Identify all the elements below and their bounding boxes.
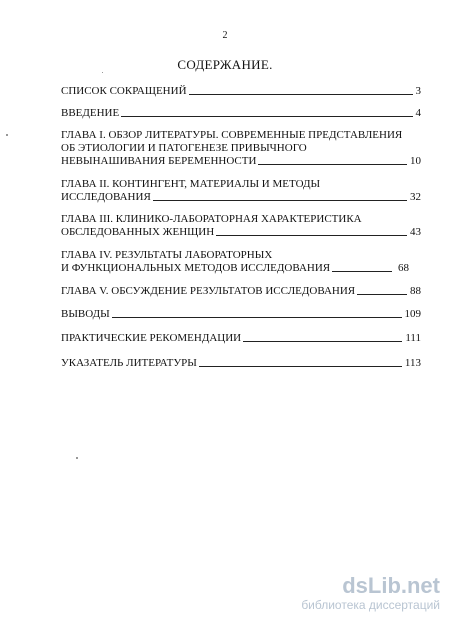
toc-page-number: 88 xyxy=(410,285,421,297)
toc-entry-text: И ФУНКЦИОНАЛЬНЫХ МЕТОДОВ ИССЛЕДОВАНИЯ xyxy=(61,262,331,274)
toc-leader xyxy=(112,317,402,318)
page-number: 2 xyxy=(222,30,228,41)
toc-item-chapter-3 xyxy=(61,213,421,239)
toc-entry-text: ИССЛЕДОВАНИЯ xyxy=(61,191,151,203)
toc-leader xyxy=(153,200,407,201)
toc-item-chapter-2 xyxy=(61,178,421,204)
toc-line xyxy=(61,142,421,155)
toc-line xyxy=(61,308,421,321)
watermark-subtitle: библиотека диссертаций xyxy=(301,598,440,612)
toc-page-number: 43 xyxy=(410,226,421,238)
toc-entry-text: ВЫВОДЫ xyxy=(61,308,110,320)
toc-leader xyxy=(243,341,402,342)
toc-item-conclusions xyxy=(61,308,421,321)
toc-line xyxy=(61,357,421,370)
document-title: СОДЕРЖАНИЕ. xyxy=(177,57,273,72)
toc-item-introduction xyxy=(61,107,421,120)
toc-page-number: 113 xyxy=(404,357,421,369)
toc-leader xyxy=(189,94,413,95)
toc-entry-text: ОБ ЭТИОЛОГИИ И ПАТОГЕНЕЗЕ ПРИВЫЧНОГО xyxy=(61,142,307,154)
toc-entry-text: ГЛАВА III. КЛИНИКО-ЛАБОРАТОРНАЯ ХАРАКТЕРИСТИКА xyxy=(61,213,362,225)
toc-item-chapter-5 xyxy=(61,285,421,298)
toc-entry-text: УКАЗАТЕЛЬ ЛИТЕРАТУРЫ xyxy=(61,357,197,369)
toc-entry-text: ВВЕДЕНИЕ xyxy=(61,107,120,119)
toc-item-references xyxy=(61,357,421,370)
toc-line xyxy=(61,262,421,275)
toc-page-number: 10 xyxy=(410,155,421,167)
toc-page-number: 4 xyxy=(415,107,421,119)
toc-line xyxy=(61,129,421,142)
watermark xyxy=(270,574,440,612)
toc-entry-text: ГЛАВА II. КОНТИНГЕНТ, МАТЕРИАЛЫ И МЕТОДЫ xyxy=(61,178,321,190)
toc-item-chapter-1 xyxy=(61,129,421,168)
toc-line xyxy=(61,213,421,226)
toc-line xyxy=(61,332,421,345)
watermark-logo: dsLib.net xyxy=(342,573,440,598)
toc-entry-text: ГЛАВА I. ОБЗОР ЛИТЕРАТУРЫ. СОВРЕМЕННЫЕ ПРЕДСТАВЛЕНИЯ xyxy=(61,129,403,141)
toc-entry-text: ПРАКТИЧЕСКИЕ РЕКОМЕНДАЦИИ xyxy=(61,332,242,344)
scan-speck xyxy=(102,72,103,73)
toc-page-number: 111 xyxy=(405,332,421,344)
toc-leader xyxy=(332,271,392,272)
scan-speck xyxy=(76,457,78,459)
toc-entry-text: НЕВЫНАШИВАНИЯ БЕРЕМЕННОСТИ xyxy=(61,155,257,167)
toc-page-number: 32 xyxy=(410,191,421,203)
toc-entry-text: СПИСОК СОКРАЩЕНИЙ xyxy=(61,85,187,97)
toc-page-number: 68 xyxy=(398,262,409,274)
toc-leader xyxy=(357,294,407,295)
toc-line xyxy=(61,178,421,191)
toc-entry-text: ГЛАВА V. ОБСУЖДЕНИЕ РЕЗУЛЬТАТОВ ИССЛЕДОВАНИЯ xyxy=(61,285,356,297)
toc-leader xyxy=(199,366,402,367)
toc-item-abbreviations xyxy=(61,85,421,98)
toc-entry-text: ГЛАВА IV. РЕЗУЛЬТАТЫ ЛАБОРАТОРНЫХ xyxy=(61,249,273,261)
toc-line xyxy=(61,85,421,98)
toc-line xyxy=(61,285,421,298)
toc-item-recommendations xyxy=(61,332,421,345)
toc-item-chapter-4 xyxy=(61,249,421,275)
toc-line xyxy=(61,107,421,120)
toc-page-number: 109 xyxy=(404,308,421,320)
toc-line xyxy=(61,226,421,239)
toc-line xyxy=(61,191,421,204)
toc-leader xyxy=(258,164,407,165)
toc-line xyxy=(61,155,421,168)
toc-leader xyxy=(216,235,407,236)
toc-entry-text: ОБСЛЕДОВАННЫХ ЖЕНЩИН xyxy=(61,226,215,238)
toc-page-number: 3 xyxy=(415,85,421,97)
toc-leader xyxy=(121,116,412,117)
scan-speck xyxy=(6,134,8,136)
toc-line xyxy=(61,249,421,262)
